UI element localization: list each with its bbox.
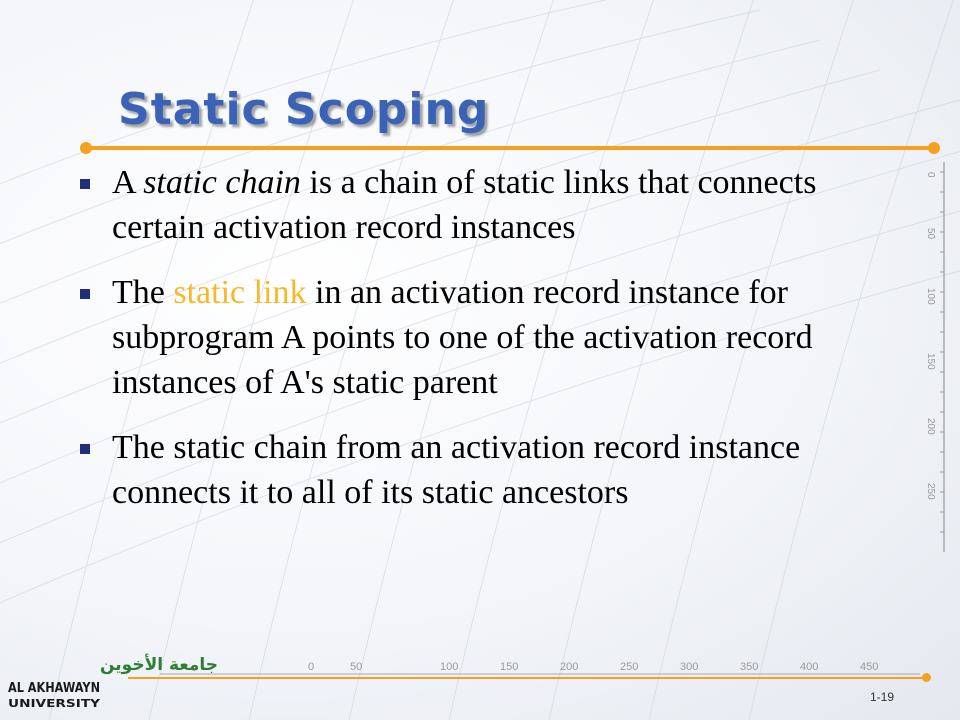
bullet-square-icon <box>80 444 90 454</box>
bullet-text: The static chain from an activation record instance connects it to all of its static ancestors <box>112 429 801 511</box>
ruler-label: 300 <box>680 661 699 673</box>
title-divider-right-dot <box>928 142 940 154</box>
ruler-label: 350 <box>740 661 759 673</box>
bullet-item <box>78 425 908 515</box>
bullet-text-italic: static chain <box>143 164 301 201</box>
ruler-label: 200 <box>925 418 936 435</box>
bullet-square-icon <box>80 179 90 189</box>
vertical-ruler <box>920 162 950 552</box>
bullet-text: The <box>112 274 174 311</box>
logo-arabic-text: جامعة الأخوين <box>100 655 219 675</box>
ruler-label: 50 <box>925 228 936 240</box>
logo-university-text: UNIVERSITY <box>8 697 102 710</box>
page-number: 1-19 <box>870 690 895 704</box>
title-divider <box>84 146 936 150</box>
ruler-label: 450 <box>860 661 879 673</box>
ruler-label: 250 <box>925 483 936 500</box>
ruler-label: 100 <box>440 661 459 673</box>
bullet-text-highlight: static link <box>173 274 307 311</box>
bullet-square-icon <box>80 289 90 299</box>
university-logo <box>6 650 219 712</box>
bullet-item <box>78 160 908 250</box>
ruler-label: 150 <box>500 661 519 673</box>
ruler-label: 100 <box>925 288 936 305</box>
bullet-text: in an activation record instance for subprogram A points to one of the activation record instances of A's static parent <box>112 274 813 401</box>
bullet-text: is a chain of static links that connects certain activation record instances <box>112 164 817 246</box>
footer-divider-dot <box>922 673 931 682</box>
ruler-label: 400 <box>800 661 819 673</box>
bullet-item <box>78 270 908 405</box>
title-divider-left-dot <box>80 142 92 154</box>
ruler-label: 250 <box>620 661 639 673</box>
footer-divider <box>128 677 926 679</box>
bullet-list <box>78 160 908 535</box>
ruler-label: 0 <box>925 172 936 178</box>
logo-name-text: AL AKHAWAYN <box>8 680 100 696</box>
ruler-label: 150 <box>925 353 936 370</box>
ruler-label: 200 <box>560 661 579 673</box>
bullet-text: A <box>112 164 144 201</box>
slide-title: Static Scoping <box>118 84 490 135</box>
ruler-label: 0 <box>308 661 315 673</box>
ruler-label: 50 <box>350 661 363 673</box>
